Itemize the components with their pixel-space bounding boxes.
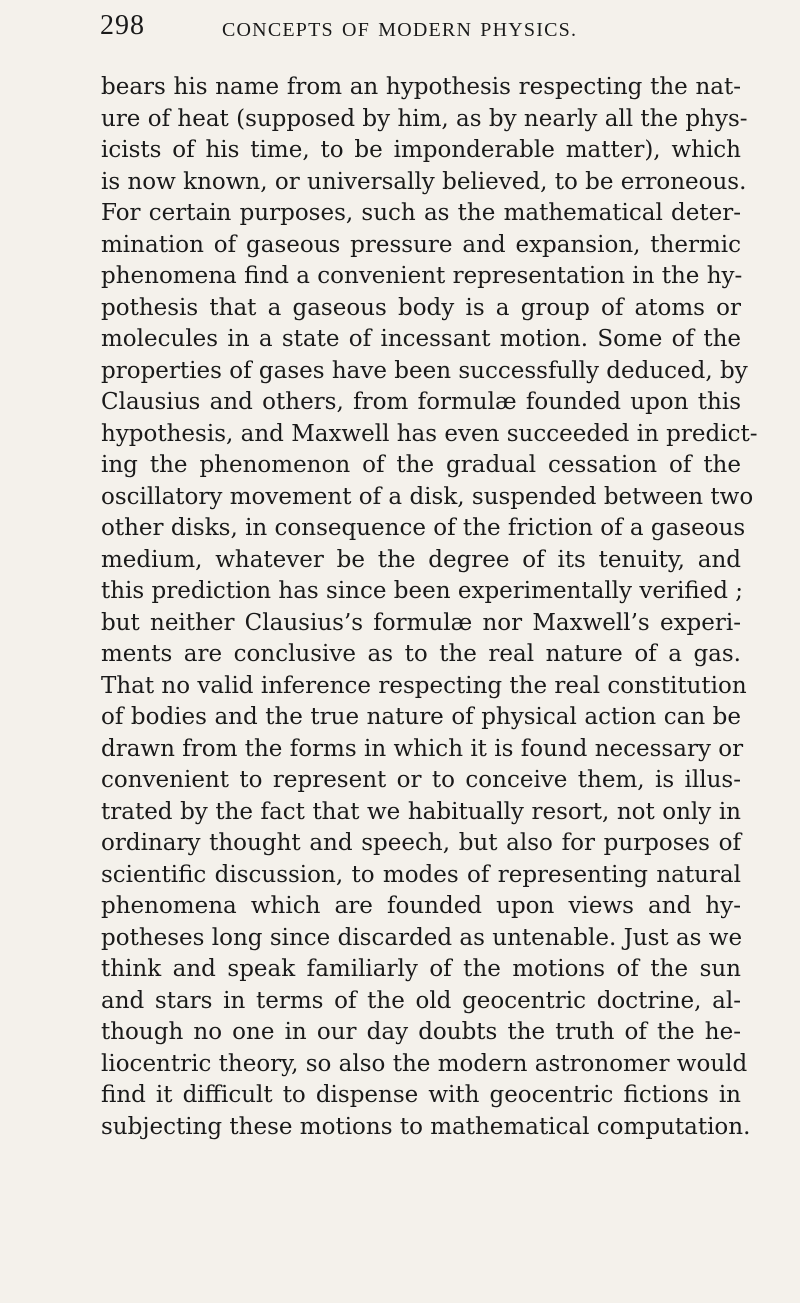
running-title: CONCEPTS OF MODERN PHYSICS. bbox=[222, 19, 578, 41]
text-line: Clausius and others, from formulæ founded upon this bbox=[101, 389, 741, 415]
text-line: but neither Clausius’s formulæ nor Maxwell’s experi- bbox=[101, 609, 741, 636]
text-line: this prediction has since been experimentally verified ; bbox=[101, 578, 744, 604]
text-line: think and speak familiarly of the motions of the sun bbox=[101, 956, 741, 982]
text-line: liocentric theory, so also the modern astronomer would bbox=[101, 1050, 748, 1077]
text-line: mination of gaseous pressure and expansion, thermic bbox=[101, 231, 741, 258]
text-line: phenomena which are founded upon views and hy- bbox=[101, 893, 741, 919]
text-line: medium, whatever be the degree of its tenuity, and bbox=[101, 546, 741, 573]
text-line: phenomena find a convenient representation in the hy- bbox=[101, 263, 743, 289]
text-line: potheses long since discarded as untenable. Just as we bbox=[101, 924, 743, 951]
body-text bbox=[101, 72, 758, 1143]
text-line: find it difficult to dispense with geocentric fictions in bbox=[101, 1082, 741, 1108]
text-line: oscillatory movement of a disk, suspended between two bbox=[101, 483, 754, 510]
text-line: ing the phenomenon of the gradual cessation of the bbox=[101, 452, 741, 478]
text-line: bears his name from an hypothesis respecting the nat- bbox=[101, 74, 741, 100]
text-line: trated by the fact that we habitually resort, not only in bbox=[101, 798, 741, 825]
text-line: other disks, in consequence of the friction of a gaseous bbox=[101, 515, 746, 541]
page-number: 298 bbox=[100, 10, 145, 41]
text-line: drawn from the forms in which it is found necessary or bbox=[101, 735, 744, 762]
text-line: scientific discussion, to modes of representing natural bbox=[101, 861, 741, 888]
text-line: convenient to represent or to conceive them, is illus- bbox=[101, 767, 741, 793]
text-line: properties of gases have been successfully deduced, by bbox=[101, 357, 748, 384]
text-line: hypothesis, and Maxwell has even succeeded in predict- bbox=[101, 420, 758, 447]
text-line: is now known, or universally believed, to be erroneous. bbox=[101, 168, 747, 195]
text-line: of bodies and the true nature of physical action can be bbox=[101, 704, 741, 730]
text-line: ments are conclusive as to the real nature of a gas. bbox=[101, 641, 741, 667]
text-line: though no one in our day doubts the truth of the he- bbox=[101, 1019, 741, 1045]
text-line: molecules in a state of incessant motion. Some of the bbox=[101, 326, 741, 352]
text-line: ordinary thought and speech, but also for purposes of bbox=[101, 830, 741, 856]
text-line: That no valid inference respecting the real constitution bbox=[101, 672, 747, 699]
text-line: For certain purposes, such as the mathematical deter- bbox=[101, 200, 741, 226]
running-head bbox=[100, 10, 730, 50]
text-line: icists of his time, to be imponderable matter), which bbox=[101, 137, 741, 163]
text-line: pothesis that a gaseous body is a group of atoms or bbox=[101, 294, 741, 321]
text-line: ure of heat (supposed by him, as by nearly all the phys- bbox=[101, 105, 748, 132]
text-line: and stars in terms of the old geocentric doctrine, al- bbox=[101, 987, 741, 1014]
text-line: subjecting these motions to mathematical computation. bbox=[101, 1113, 751, 1140]
